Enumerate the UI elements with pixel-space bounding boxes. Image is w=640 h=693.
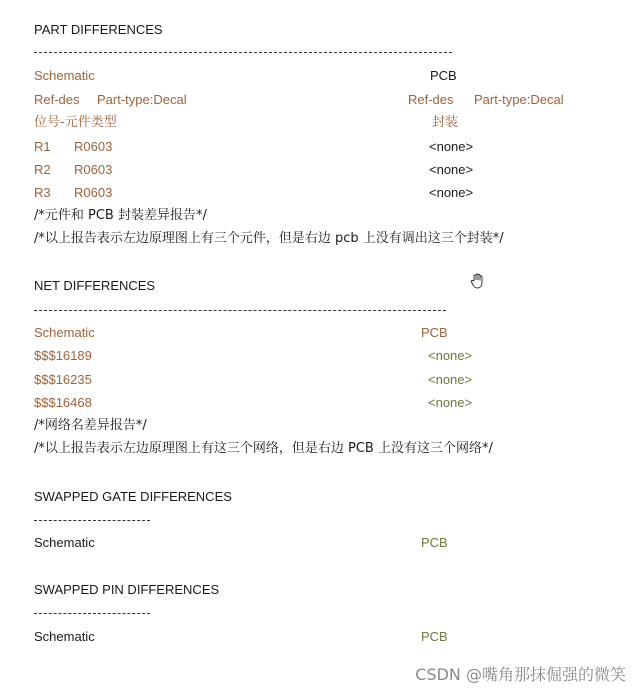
pin-divider — [34, 613, 150, 614]
net-diff-heading: NET DIFFERENCES — [34, 278, 156, 293]
gate-divider — [34, 520, 150, 521]
pin-schematic-title: Schematic — [34, 629, 95, 644]
part-row-pcb: <none> — [429, 139, 474, 154]
part-row-pcb: <none> — [429, 162, 474, 177]
part-left-cn: 位号-元件类型 — [34, 115, 117, 130]
net-divider — [34, 310, 446, 311]
part-comment-2: /*以上报告表示左边原理图上有三个元件，但是右边 pcb 上没有调出这三个封装*/ — [34, 231, 504, 246]
part-row-part: R0603 — [74, 162, 113, 177]
part-row-part: R0603 — [74, 139, 113, 154]
net-pcb-title: PCB — [421, 325, 448, 340]
pin-diff-heading: SWAPPED PIN DIFFERENCES — [34, 582, 220, 597]
gate-schematic-title: Schematic — [34, 535, 95, 550]
part-row-ref: R1 — [34, 139, 51, 154]
hand-pointer-icon — [469, 272, 487, 290]
part-diff-heading: PART DIFFERENCES — [34, 22, 163, 37]
part-left-parttype: Part-type:Decal — [97, 92, 187, 107]
part-schematic-title: Schematic — [34, 68, 95, 83]
net-schematic-title: Schematic — [34, 325, 95, 340]
net-row-pcb: <none> — [428, 395, 473, 410]
net-row-pcb: <none> — [428, 372, 473, 387]
part-row-pcb: <none> — [429, 185, 474, 200]
net-row-name: $$$16468 — [34, 395, 92, 410]
part-row-ref: R2 — [34, 162, 51, 177]
part-right-parttype: Part-type:Decal — [474, 92, 564, 107]
part-divider — [34, 52, 452, 53]
net-row-name: $$$16189 — [34, 348, 92, 363]
part-row-part: R0603 — [74, 185, 113, 200]
part-right-cn: 封装 — [432, 115, 459, 130]
part-comment-1: /*元件和 PCB 封装差异报告*/ — [34, 208, 207, 223]
net-comment-2: /*以上报告表示左边原理图上有这三个网络，但是右边 PCB 上没有这三个网络*/ — [34, 441, 493, 456]
net-comment-1: /*网络名差异报告*/ — [34, 418, 147, 433]
part-right-refdes: Ref-des — [408, 92, 454, 107]
net-row-pcb: <none> — [428, 348, 473, 363]
gate-pcb-title: PCB — [421, 535, 448, 550]
gate-diff-heading: SWAPPED GATE DIFFERENCES — [34, 489, 232, 504]
csdn-watermark: CSDN @嘴角那抹倔强的微笑 — [415, 665, 626, 684]
part-left-refdes: Ref-des — [34, 92, 80, 107]
part-pcb-title: PCB — [430, 68, 457, 83]
net-row-name: $$$16235 — [34, 372, 92, 387]
pin-pcb-title: PCB — [421, 629, 448, 644]
part-row-ref: R3 — [34, 185, 51, 200]
